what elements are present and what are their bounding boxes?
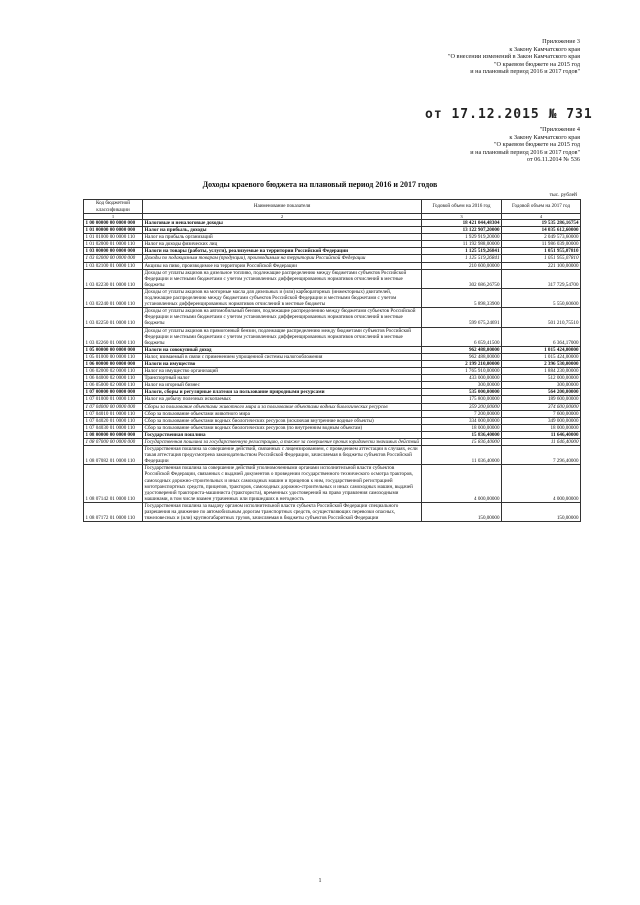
row-code: 1 03 02240 01 0000 110 xyxy=(84,288,143,307)
row-name: Налог на игорный бизнес xyxy=(143,382,422,389)
header-line: и на плановый период 2016 и 2017 годов" xyxy=(470,148,580,156)
revenue-table xyxy=(83,199,581,522)
table-row xyxy=(84,465,581,503)
row-name: Сбор за пользование объектами животного мира xyxy=(143,410,422,417)
table-row xyxy=(84,227,581,234)
row-name: Сбор за пользование объектами водных биологических ресурсов (по внутренним водным объектам) xyxy=(143,424,422,431)
row-value-2016: 962 488,00000 xyxy=(422,353,502,360)
row-value-2017: 189 600,00000 xyxy=(502,396,581,403)
row-name: Доходы от уплаты акцизов на прямогонный бензин, подлежащие распределению между бюджетами субъектов Российской Федерации и местными бюджетами с учетом установленных дифференцированных нормативов отчислений в местные бюджеты xyxy=(143,327,422,346)
row-name: Государственная пошлина за совершение действий уполномоченными органами исполнительной власти субъектов Российской Федерации, связанных с выдачей документов о проведении государственного технического осмотра тракторов, самоходных дорожно-строительных и иных самоходных машин и прицепов к ним, государственной регистрацией мототранспортных средств, прицепов, тракторов, самоходных дорожно-строительных и иных самоходных машин, выдачей удостоверений тракториста-машиниста (тракториста), временных удостоверений на право управления самоходными машинами, в том числе взамен утраченных или пришедших в негодность xyxy=(143,465,422,503)
row-code: 1 01 02000 01 0000 110 xyxy=(84,241,143,248)
row-code: 1 03 00000 00 0000 000 xyxy=(84,248,143,255)
row-code: 1 08 00000 00 0000 000 xyxy=(84,431,143,438)
row-name: Налог на доходы физических лиц xyxy=(143,241,422,248)
row-value-2016: 175 800,00000 xyxy=(422,396,502,403)
row-value-2016: 1 125 519,26841 xyxy=(422,255,502,262)
table-row xyxy=(84,262,581,269)
header-line: "О краевом бюджете на 2015 год xyxy=(494,141,580,149)
table-row xyxy=(84,255,581,262)
row-code: 1 07 04000 00 0000 000 xyxy=(84,403,143,410)
header-line: Приложение 3 xyxy=(542,38,580,45)
row-name: Налог на прибыль организаций xyxy=(143,234,422,241)
row-value-2017: 1 051 955,07810 xyxy=(502,248,581,255)
table-row xyxy=(84,234,581,241)
row-code: 1 08 07172 01 0000 110 xyxy=(84,502,143,521)
row-name: Акцизы на пиво, производимое на территории Российской Федерации xyxy=(143,262,422,269)
row-code: 1 05 00000 00 0000 000 xyxy=(84,346,143,353)
row-value-2016: 11 036,40000 xyxy=(422,446,502,465)
row-name: Государственная пошлина за совершение действий, связанных с лицензированием, с проведением аттестации в случаях, если такая аттестация предусмотрена законодательством Российской Федерации, зачисляемая в бюджеты субъектов Российской Федерации xyxy=(143,446,422,465)
row-value-2017: 2 396 530,00000 xyxy=(502,360,581,367)
row-name: Государственная пошлина xyxy=(143,431,422,438)
row-value-2016: 6 659,41500 xyxy=(422,327,502,346)
appendix-header xyxy=(448,38,580,76)
table-row xyxy=(84,431,581,438)
row-value-2017: 317 729,54700 xyxy=(502,269,581,288)
header-line: к Закону Камчатского края xyxy=(509,133,580,141)
table-row xyxy=(84,308,581,327)
row-value-2017: 1 051 955,07810 xyxy=(502,255,581,262)
table-row xyxy=(84,346,581,353)
row-name: Налоговые и неналоговые доходы xyxy=(143,220,422,227)
header-line: "О краевом бюджете на 2015 год xyxy=(494,60,580,68)
row-value-2017: 18 000,00000 xyxy=(502,424,581,431)
row-code: 1 03 02000 00 0000 000 xyxy=(84,255,143,262)
header-line: и на плановый период 2016 и 2017 годов" xyxy=(470,68,580,76)
table-row xyxy=(84,220,581,227)
row-value-2017: 7 296,40000 xyxy=(502,446,581,465)
row-code: 1 07 04010 01 0000 110 xyxy=(84,410,143,417)
table-row xyxy=(84,396,581,403)
row-value-2016: 150,00000 xyxy=(422,502,502,521)
table-row xyxy=(84,439,581,446)
row-code: 1 07 00000 00 0000 000 xyxy=(84,389,143,396)
row-value-2016: 535 000,00000 xyxy=(422,389,502,396)
row-value-2017: 150,00000 xyxy=(502,502,581,521)
table-row xyxy=(84,353,581,360)
row-value-2016: 302 686,26750 xyxy=(422,269,502,288)
table-row xyxy=(84,417,581,424)
row-value-2016: 1 929 919,20000 xyxy=(422,234,502,241)
table-row xyxy=(84,269,581,288)
row-value-2016: 13 122 907,20000 xyxy=(422,227,502,234)
header-code: Код бюджетной классификации xyxy=(84,200,143,214)
row-value-2017: 5 550,60600 xyxy=(502,288,581,307)
row-value-2017: 11 646,40000 xyxy=(502,431,581,438)
row-value-2016: 334 000,00000 xyxy=(422,417,502,424)
table-row xyxy=(84,502,581,521)
row-value-2016: 5 898,33900 xyxy=(422,288,502,307)
header-name: Наименование показателя xyxy=(143,200,422,214)
row-code: 1 06 04000 02 0000 110 xyxy=(84,375,143,382)
row-value-2017: 2 049 573,60000 xyxy=(502,234,581,241)
row-value-2016: 300,00000 xyxy=(422,382,502,389)
header-line: "Приложение 4 xyxy=(539,126,580,133)
table-row xyxy=(84,288,581,307)
header-line: "О внесении изменений в Закон Камчатского края xyxy=(448,53,580,61)
table-row xyxy=(84,446,581,465)
row-value-2017: 300,00000 xyxy=(502,382,581,389)
header-2016: Годовой объем на 2016 год xyxy=(422,200,502,214)
row-value-2016: 15 836,40000 xyxy=(422,431,502,438)
row-name: Налог на прибыль, доходы xyxy=(143,227,422,234)
row-name: Государственная пошлина за выдачу органом исполнительной власти субъекта Российской Федерации специального разрешения на движение по автомобильным дорогам транспортных средств, осуществляющих перевозки опасных, тяжеловесных и (или) крупногабаритных грузов, зачисляемая в бюджеты субъектов Российской Федерации xyxy=(143,502,422,521)
row-value-2017: 11 646,40000 xyxy=(502,439,581,446)
row-name: Доходы от уплаты акцизов на автомобильный бензин, подлежащие распределению между бюджетами субъектов Российской Федерации и местными бюджетами с учетом установленных дифференцированных нормативов отчислений в местные бюджеты xyxy=(143,308,422,327)
row-code: 1 07 01000 01 0000 110 xyxy=(84,396,143,403)
row-value-2016: 962 488,00000 xyxy=(422,346,502,353)
row-value-2017: 374 600,00000 xyxy=(502,403,581,410)
row-value-2016: 18 421 044,48304 xyxy=(422,220,502,227)
header-2017: Годовой объем на 2017 год xyxy=(502,200,581,214)
row-value-2017: 11 986 039,00000 xyxy=(502,241,581,248)
original-appendix-header xyxy=(470,126,580,164)
row-name: Доходы от уплаты акцизов на дизельное топливо, подлежащие распределению между бюджетами субъектов Российской Федерации и местными бюджетами с учетом установленных дифференцированных нормативов отчислений в местные бюджеты xyxy=(143,269,422,288)
row-code: 1 00 00000 00 0000 000 xyxy=(84,220,143,227)
row-name: Доходы по подакцизным товарам (продукции), производимым на территории Российской Федерации xyxy=(143,255,422,262)
row-value-2016: 7 200,00000 xyxy=(422,410,502,417)
row-name: Налоги на имущество xyxy=(143,360,422,367)
row-value-2017: 7 600,00000 xyxy=(502,410,581,417)
table-row xyxy=(84,375,581,382)
page-number: 1 xyxy=(318,878,322,884)
row-value-2017: 1 884 230,00000 xyxy=(502,368,581,375)
row-name: Сборы за пользование объектами животного мира и за пользование объектами водных биологических ресурсов xyxy=(143,403,422,410)
row-value-2017: 1 015 424,00000 xyxy=(502,353,581,360)
row-code: 1 07 04020 01 0000 110 xyxy=(84,417,143,424)
table-row xyxy=(84,327,581,346)
date-stamp: от 17.12.2015 № 731 xyxy=(425,107,593,122)
row-code: 1 05 01000 00 0000 110 xyxy=(84,353,143,360)
row-code: 1 08 07000 00 0000 000 xyxy=(84,439,143,446)
row-value-2017: 221 100,00000 xyxy=(502,262,581,269)
row-code: 1 03 02250 01 0000 110 xyxy=(84,308,143,327)
table-row xyxy=(84,248,581,255)
row-value-2016: 1 765 910,00000 xyxy=(422,368,502,375)
row-value-2016: 2 199 210,00000 xyxy=(422,360,502,367)
row-value-2016: 1 125 519,26841 xyxy=(422,248,502,255)
row-code: 1 03 02230 01 0000 110 xyxy=(84,269,143,288)
row-code: 1 07 04030 01 0000 110 xyxy=(84,424,143,431)
column-number: 4 xyxy=(502,214,581,220)
row-code: 1 08 07142 01 0000 110 xyxy=(84,465,143,503)
row-value-2017: 512 000,00000 xyxy=(502,375,581,382)
table-row xyxy=(84,410,581,417)
row-value-2016: 433 000,00000 xyxy=(422,375,502,382)
table-row xyxy=(84,241,581,248)
row-name: Налоги на совокупный доход xyxy=(143,346,422,353)
row-code: 1 06 00000 00 0000 000 xyxy=(84,360,143,367)
column-number: 3 xyxy=(422,214,502,220)
row-code: 1 06 02000 02 0000 110 xyxy=(84,368,143,375)
row-name: Транспортный налог xyxy=(143,375,422,382)
column-number: 1 xyxy=(84,214,143,220)
row-code: 1 08 07082 01 0000 110 xyxy=(84,446,143,465)
row-value-2016: 4 000,00000 xyxy=(422,465,502,503)
row-value-2017: 19 535 286,16754 xyxy=(502,220,581,227)
column-number: 2 xyxy=(143,214,422,220)
row-name: Налоги, сборы и регулярные платежи за пользование природными ресурсами xyxy=(143,389,422,396)
row-name: Государственная пошлина за государственную регистрацию, а также за совершение прочих юридически значимых действий xyxy=(143,439,422,446)
table-row xyxy=(84,403,581,410)
row-name: Налог на имущество организаций xyxy=(143,368,422,375)
row-value-2017: 349 000,00000 xyxy=(502,417,581,424)
row-value-2017: 6 364,17000 xyxy=(502,327,581,346)
row-name: Налог на добычу полезных ископаемых xyxy=(143,396,422,403)
document-title: Доходы краевого бюджета на плановый период 2016 и 2017 годов xyxy=(202,180,438,189)
table-row xyxy=(84,368,581,375)
units-label: тыс. рублей xyxy=(549,192,577,198)
row-value-2016: 359 200,00000 xyxy=(422,403,502,410)
row-code: 1 03 02260 01 0000 110 xyxy=(84,327,143,346)
row-value-2016: 18 000,00000 xyxy=(422,424,502,431)
table-row xyxy=(84,382,581,389)
row-code: 1 01 00000 00 0000 000 xyxy=(84,227,143,234)
row-value-2017: 564 200,00000 xyxy=(502,389,581,396)
table-row xyxy=(84,360,581,367)
row-value-2016: 11 192 988,00000 xyxy=(422,241,502,248)
row-name: Доходы от уплаты акцизов на моторные масла для дизельных и (или) карбюраторных (инжекторных) двигателей, подлежащие распределению между бюджетами субъектов Российской Федерации и местными бюджетами с учетом установленных дифференцированных нормативов отчислений в местные бюджеты xyxy=(143,288,422,307)
table-row xyxy=(84,389,581,396)
row-value-2017: 14 035 612,60000 xyxy=(502,227,581,234)
row-code: 1 06 05000 02 0000 110 xyxy=(84,382,143,389)
header-line: от 06.11.2014 № 536 xyxy=(526,156,580,164)
row-code: 1 01 01000 00 0000 110 xyxy=(84,234,143,241)
row-value-2016: 210 600,00000 xyxy=(422,262,502,269)
row-value-2017: 501 210,75510 xyxy=(502,308,581,327)
table-row xyxy=(84,424,581,431)
row-name: Налоги на товары (работы, услуги), реализуемые на территории Российской Федерации xyxy=(143,248,422,255)
row-value-2017: 4 000,00000 xyxy=(502,465,581,503)
row-code: 1 03 02100 01 0000 110 xyxy=(84,262,143,269)
row-value-2017: 1 015 424,00000 xyxy=(502,346,581,353)
header-line: к Закону Камчатского края xyxy=(509,45,580,53)
row-value-2016: 15 836,40000 xyxy=(422,439,502,446)
row-name: Налог, взимаемый в связи с применением упрощенной системы налогообложения xyxy=(143,353,422,360)
row-name: Сбор за пользование объектами водных биологических ресурсов (исключая внутренние водные объекты) xyxy=(143,417,422,424)
table-header-row xyxy=(84,200,581,214)
row-value-2016: 599 675,24691 xyxy=(422,308,502,327)
